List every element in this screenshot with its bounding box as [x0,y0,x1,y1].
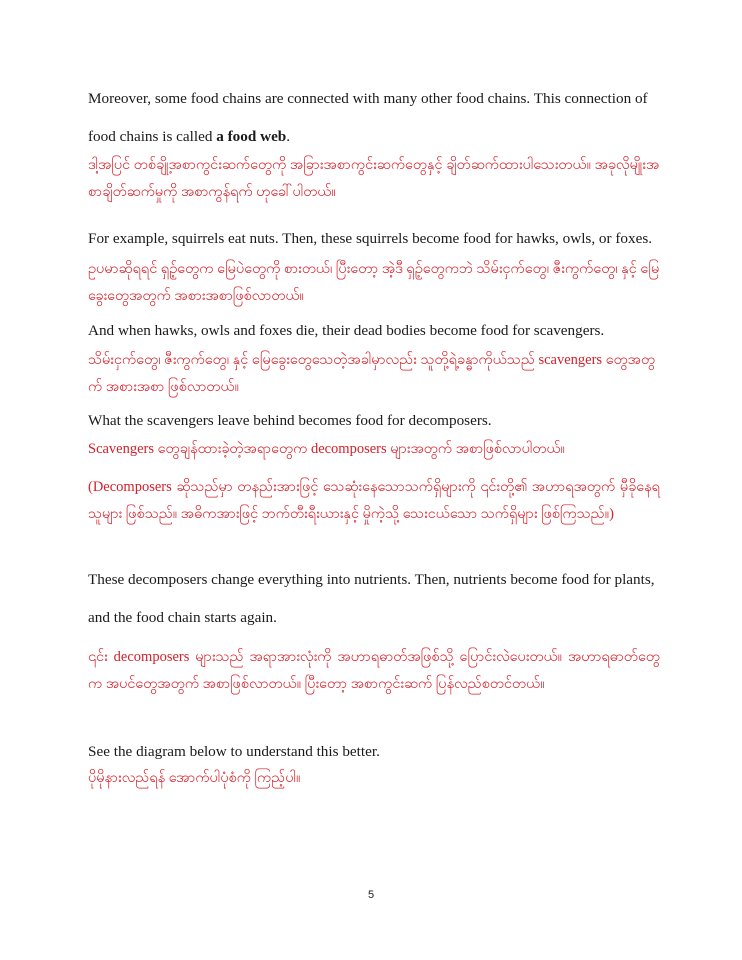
page-number: 5 [367,889,375,901]
paragraph-scavengers-my: သိမ်းငှက်တွေ၊ ဇီးကွက်တွေ၊ နှင့် မြေခွေးတွေသေတဲ့အခါမှာလည်း သူတို့ရဲ့ခန္ဓာကိုယ်သည် scavengers တွေအတွက် အစားအစာ ဖြစ်လာတယ်။ [88,352,656,395]
paragraph-diagram-my: ပိုမိုနားလည်ရန် အောက်ပါပုံစံကို ကြည့်ပါ။ [88,770,301,786]
paragraph-squirrels-my: ဥပမာဆိုရရင် ရှဉ့်တွေက မြေပဲတွေကို စားတယ်၊ ပြီးတော့ အဲ့ဒီ ရှဉ့်တွေကဘဲ သိမ်းငှက်တွေ၊ ဇီးကွက်တွေ၊ နှင့် မြေခွေးတွေအတွက် အစားအစာဖြစ်လာတယ်။ [88,261,660,304]
paragraph-food-web-my: ဒါ့အပြင် တစ်ချို့အစာကွင်းဆက်တွေကို အခြားအစာကွင်းဆက်တွေနှင့် ချိတ်ဆက်ထားပါသေးတယ်။ အခုလိုမျိုးအစာချိတ်ဆက်မှုကို အစာကွန်ရက် ဟုခေါ်ပါတယ်။ [88,157,660,200]
food-web-text-start: Moreover, some food chains are connected with many other food chains. This connection of food chains is called [88,90,648,145]
paragraph-nutrients-my: ၎င်း decomposers များသည် အရာအားလုံးကို အဟာရဓာတ်အဖြစ်သို့ ပြောင်းလဲပေးတယ်။ အဟာရဓာတ်တွေက အပင်တွေအတွက် အစာဖြစ်လာတယ်။ ပြီးတော့ အစာကွင်းဆက် ပြန်လည်စတင်တယ်။ [88,649,660,692]
paragraph-decomposers-definition-my: (Decomposers ဆိုသည်မှာ တနည်းအားဖြင့် သေဆုံးနေသောသက်ရှိများကို ၎င်းတို့၏ အဟာရအတွက် မှီခိုနေရသူများ ဖြစ်သည်။ အဓိကအားဖြင့် ဘက်တီးရီးယားနှင့် မှိုကဲ့သို့ သေးငယ်သော သက်ရှိများ ဖြစ်ကြသည်။) [88,479,660,522]
food-web-text-end: . [286,128,291,145]
paragraph-squirrels-en: For example, squirrels eat nuts. Then, these squirrels become food for hawks, owls, or foxes. [88,230,653,247]
food-web-term: a food web [216,128,287,145]
paragraph-decomposers-my: Scavengers တွေချန်ထားခဲ့တဲ့အရာတွေက decomposers များအတွက် အစာဖြစ်လာပါတယ်။ [88,441,565,457]
paragraph-decomposers-en: What the scavengers leave behind becomes food for decomposers. [88,412,492,429]
paragraph-scavengers-en: And when hawks, owls and foxes die, their dead bodies become food for scavengers. [88,322,605,339]
paragraph-diagram-en: See the diagram below to understand this better. [88,743,380,760]
paragraph-nutrients-en: These decomposers change everything into nutrients. Then, nutrients become food for plants, and the food chain starts again. [88,571,655,626]
paragraph-food-web-en [88,80,660,156]
